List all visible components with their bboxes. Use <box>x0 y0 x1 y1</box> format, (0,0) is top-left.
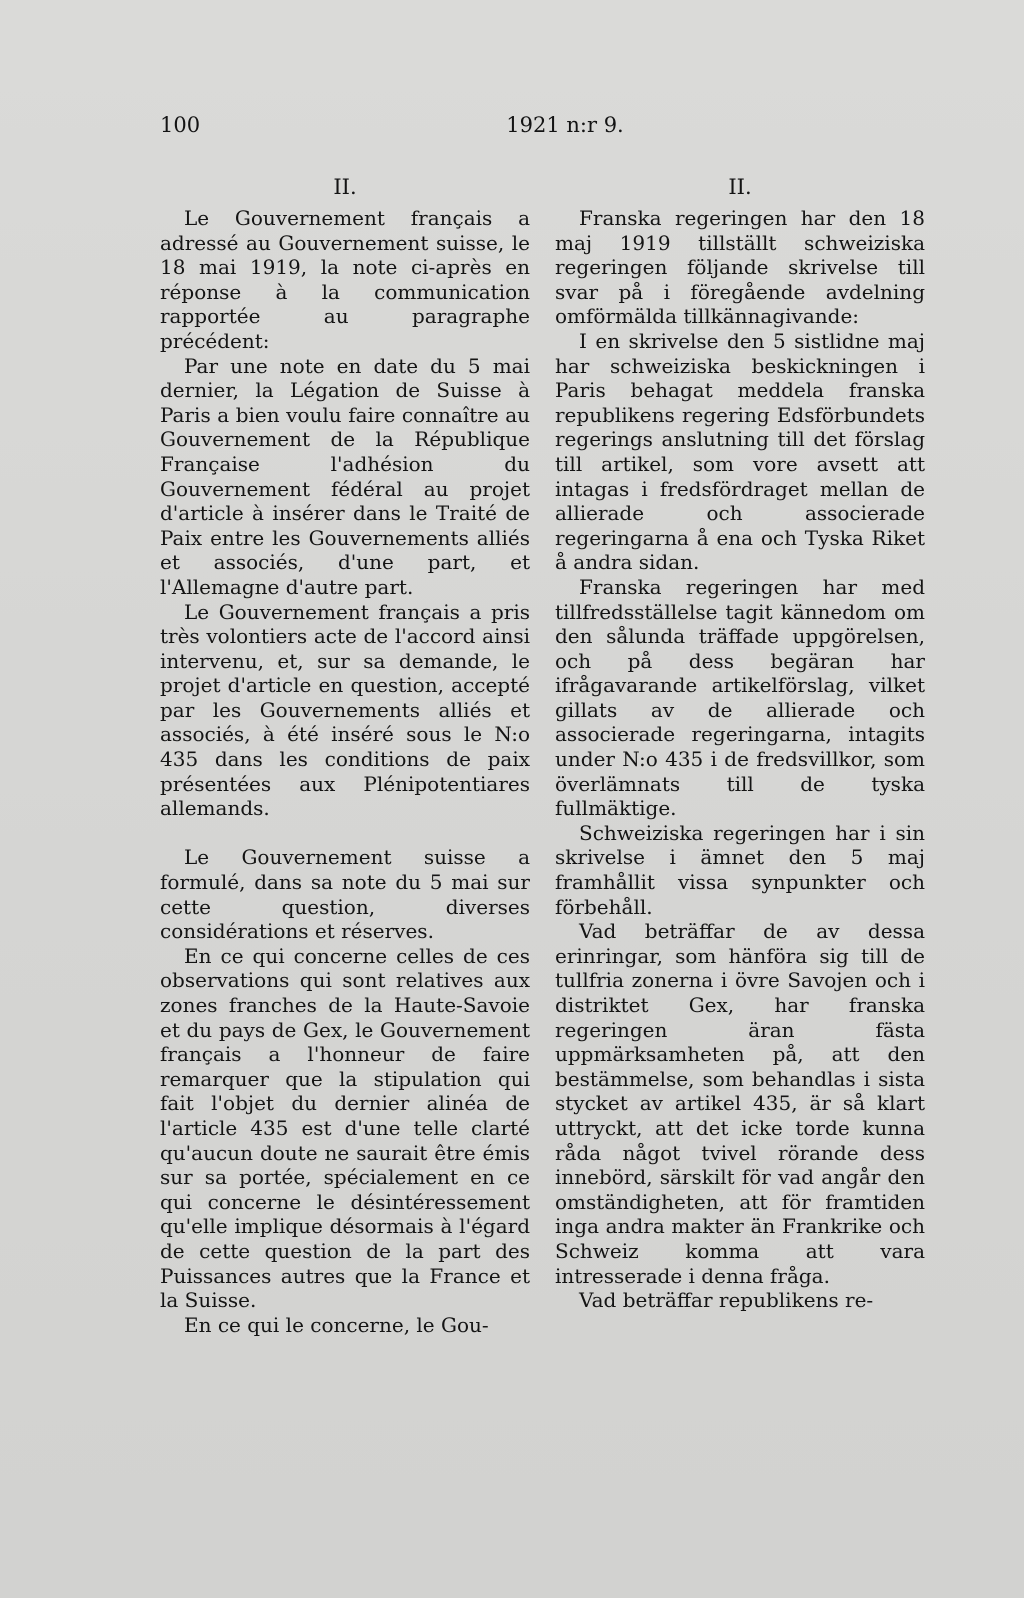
french-section-heading: II. <box>333 175 357 199</box>
page-number: 100 <box>160 113 201 137</box>
french-paragraph: Le Gouvernement français a adressé au Gouvernement suisse, le 18 mai 1919, la note ci-après en réponse à la communication rapportée au paragraphe précédent: <box>160 206 530 353</box>
french-column <box>160 174 530 1337</box>
french-paragraph: Le Gouvernement suisse a formulé, dans sa note du 5 mai sur cette question, diverses considérations et réserves. <box>160 845 530 944</box>
swedish-paragraph: Schweiziska regeringen har i sin skrivelse i ämnet den 5 maj framhållit vissa synpunkter och förbehåll. <box>555 820 925 919</box>
french-paragraph: En ce qui concerne celles de ces observations qui sont relatives aux zones franches de la Haute-Savoie et du pays de Gex, le Gouvernement français a l'honneur de faire remarquer que la stipulation qui fait l'objet du dernier alinéa de l'article 435 est d'une telle clarté qu'aucun doute ne saurait être émis sur sa portée, spécialement en ce qui concerne le désintéressement qu'elle implique désormais à l'égard de cette question de la part des Puissances autres que la France et la Suisse. <box>160 943 530 1313</box>
swedish-paragraph: I en skrivelse den 5 sistlidne maj har schweiziska beskickningen i Paris behagat meddela franska republikens regering Edsförbundets regerings anslutning till det förslag till artikel, som vore avsett att intagas i fredsfördraget mellan de allierade och associerade regeringarna å ena och Tyska Riket å andra sidan. <box>555 328 925 575</box>
swedish-paragraph: Franska regeringen har den 18 maj 1919 tillställt schweiziska regeringen följande skrivelse till svar på i föregående avdelning omförmälda tillkännagivande: <box>555 206 925 329</box>
swedish-paragraph: Vad beträffar de av dessa erinringar, som hänföra sig till de tullfria zonerna i övre Savojen och i distriktet Gex, har franska regeringen äran fästa uppmärksamheten på, att den bestämmelse, som behandlas i sista stycket av artikel 435, är så klart uttryckt, att det icke torde kunna råda något tvivel rörande dess innebörd, särskilt för vad angår den omständigheten, att för framtiden inga andra makter än Frankrike och Schweiz komma att vara intresserade i denna fråga. <box>555 919 925 1288</box>
swedish-paragraph-continued: Vad beträffar republikens re- <box>579 1288 874 1313</box>
swedish-column <box>555 174 925 1313</box>
french-paragraph: Par une note en date du 5 mai dernier, la Légation de Suisse à Paris a bien voulu faire connaître au Gouvernement de la République Française l'adhésion du Gouvernement fédéral au projet d'article à insérer dans le Traité de Paix entre les Gouvernements alliés et associés, d'une part, et l'Allemagne d'autre part. <box>160 353 530 599</box>
french-paragraph: Le Gouvernement français a pris très volontiers acte de l'accord ainsi intervenu, et, sur sa demande, le projet d'article en question, accepté par les Gouvernements alliés et associés, à été inséré sous le N:o 435 dans les conditions de paix présentées aux Plénipotentiares allemands. <box>160 599 530 821</box>
volume-reference: 1921 n:r 9. <box>506 113 624 137</box>
running-header <box>160 109 940 141</box>
french-paragraph-continued: En ce qui le concerne, le Gou- <box>184 1312 489 1337</box>
swedish-paragraph: Franska regeringen har med tillfredsställelse tagit kännedom om den sålunda träffade uppgörelsen, och på dess begäran har ifrågavarande artikelförslag, vilket gillats av de allierade och associerade regeringarna, intagits under N:o 435 i de fredsvillkor, som överlämnats till de tyska fullmäktige. <box>555 574 925 821</box>
swedish-section-heading: II. <box>728 175 752 199</box>
